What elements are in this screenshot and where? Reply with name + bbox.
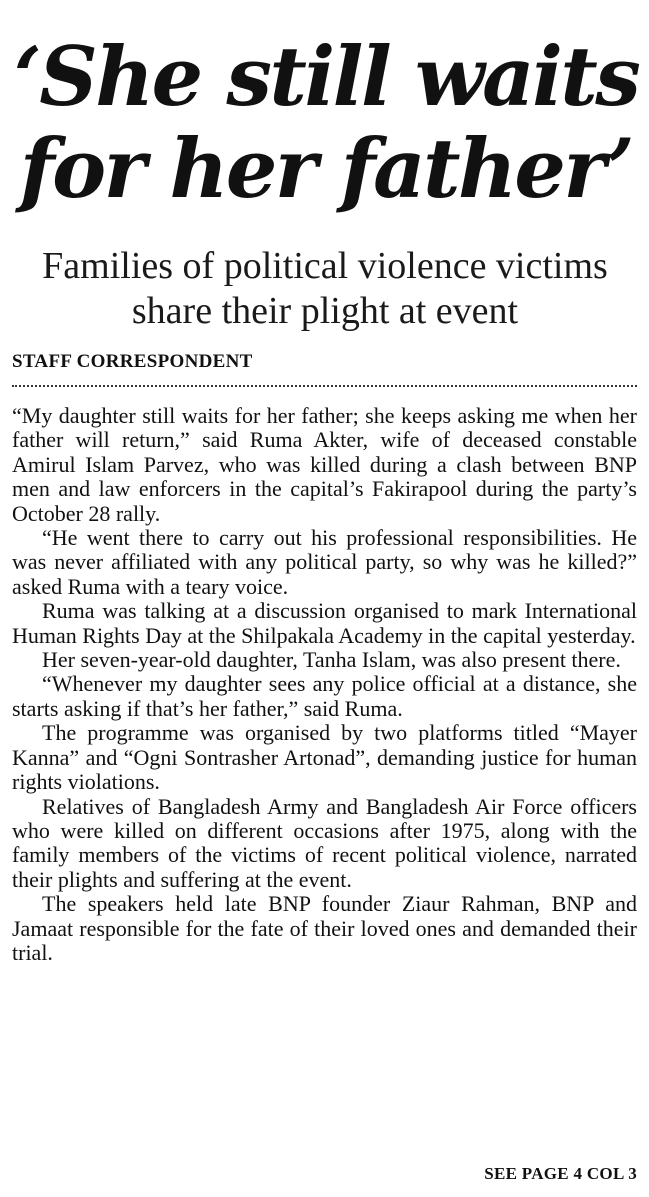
subheadline: Families of political violence victims share their plight at event xyxy=(42,245,608,332)
article-body xyxy=(12,404,637,965)
headline: ‘She still waits for her father’ xyxy=(13,30,639,217)
byline: STAFF CORRESPONDENT xyxy=(12,351,253,372)
article-paragraph: “He went there to carry out his professional responsibilities. He was never affiliated with any political party, so why was he killed?” asked Ruma with a teary voice. xyxy=(12,525,637,599)
article-paragraph: Ruma was talking at a discussion organised to mark International Human Rights Day at the Shilpakala Academy in the capital yesterday. xyxy=(12,598,637,648)
article-paragraph: Relatives of Bangladesh Army and Bangladesh Air Force officers who were killed on different occasions after 1975, along with the family members of the victims of recent political violence, narrated their plights and suffering at the event. xyxy=(12,793,637,892)
article-paragraph: “My daughter still waits for her father; she keeps asking me when her father will return,” said Ruma Akter, wife of deceased constable Amirul Islam Parvez, who was killed during a clash between BNP men and law enforcers in the capital’s Fakirapool during the party’s October 28 rally. xyxy=(12,403,637,526)
continuation-jump-line: SEE PAGE 4 COL 3 xyxy=(484,1164,637,1183)
article-paragraph: The programme was organised by two platforms titled “Mayer Kanna” and “Ogni Sontrasher Artonad”, demanding justice for human rights violations. xyxy=(12,720,637,795)
article-paragraph: The speakers held late BNP founder Ziaur Rahman, BNP and Jamaat responsible for the fate of their loved ones and demanded their trial. xyxy=(12,891,637,965)
article-paragraph: Her seven-year-old daughter, Tanha Islam, was also present there. xyxy=(42,647,621,673)
dotted-divider xyxy=(12,385,637,387)
article-paragraph: “Whenever my daughter sees any police official at a distance, she starts asking if that’s her father,” said Ruma. xyxy=(12,671,637,721)
